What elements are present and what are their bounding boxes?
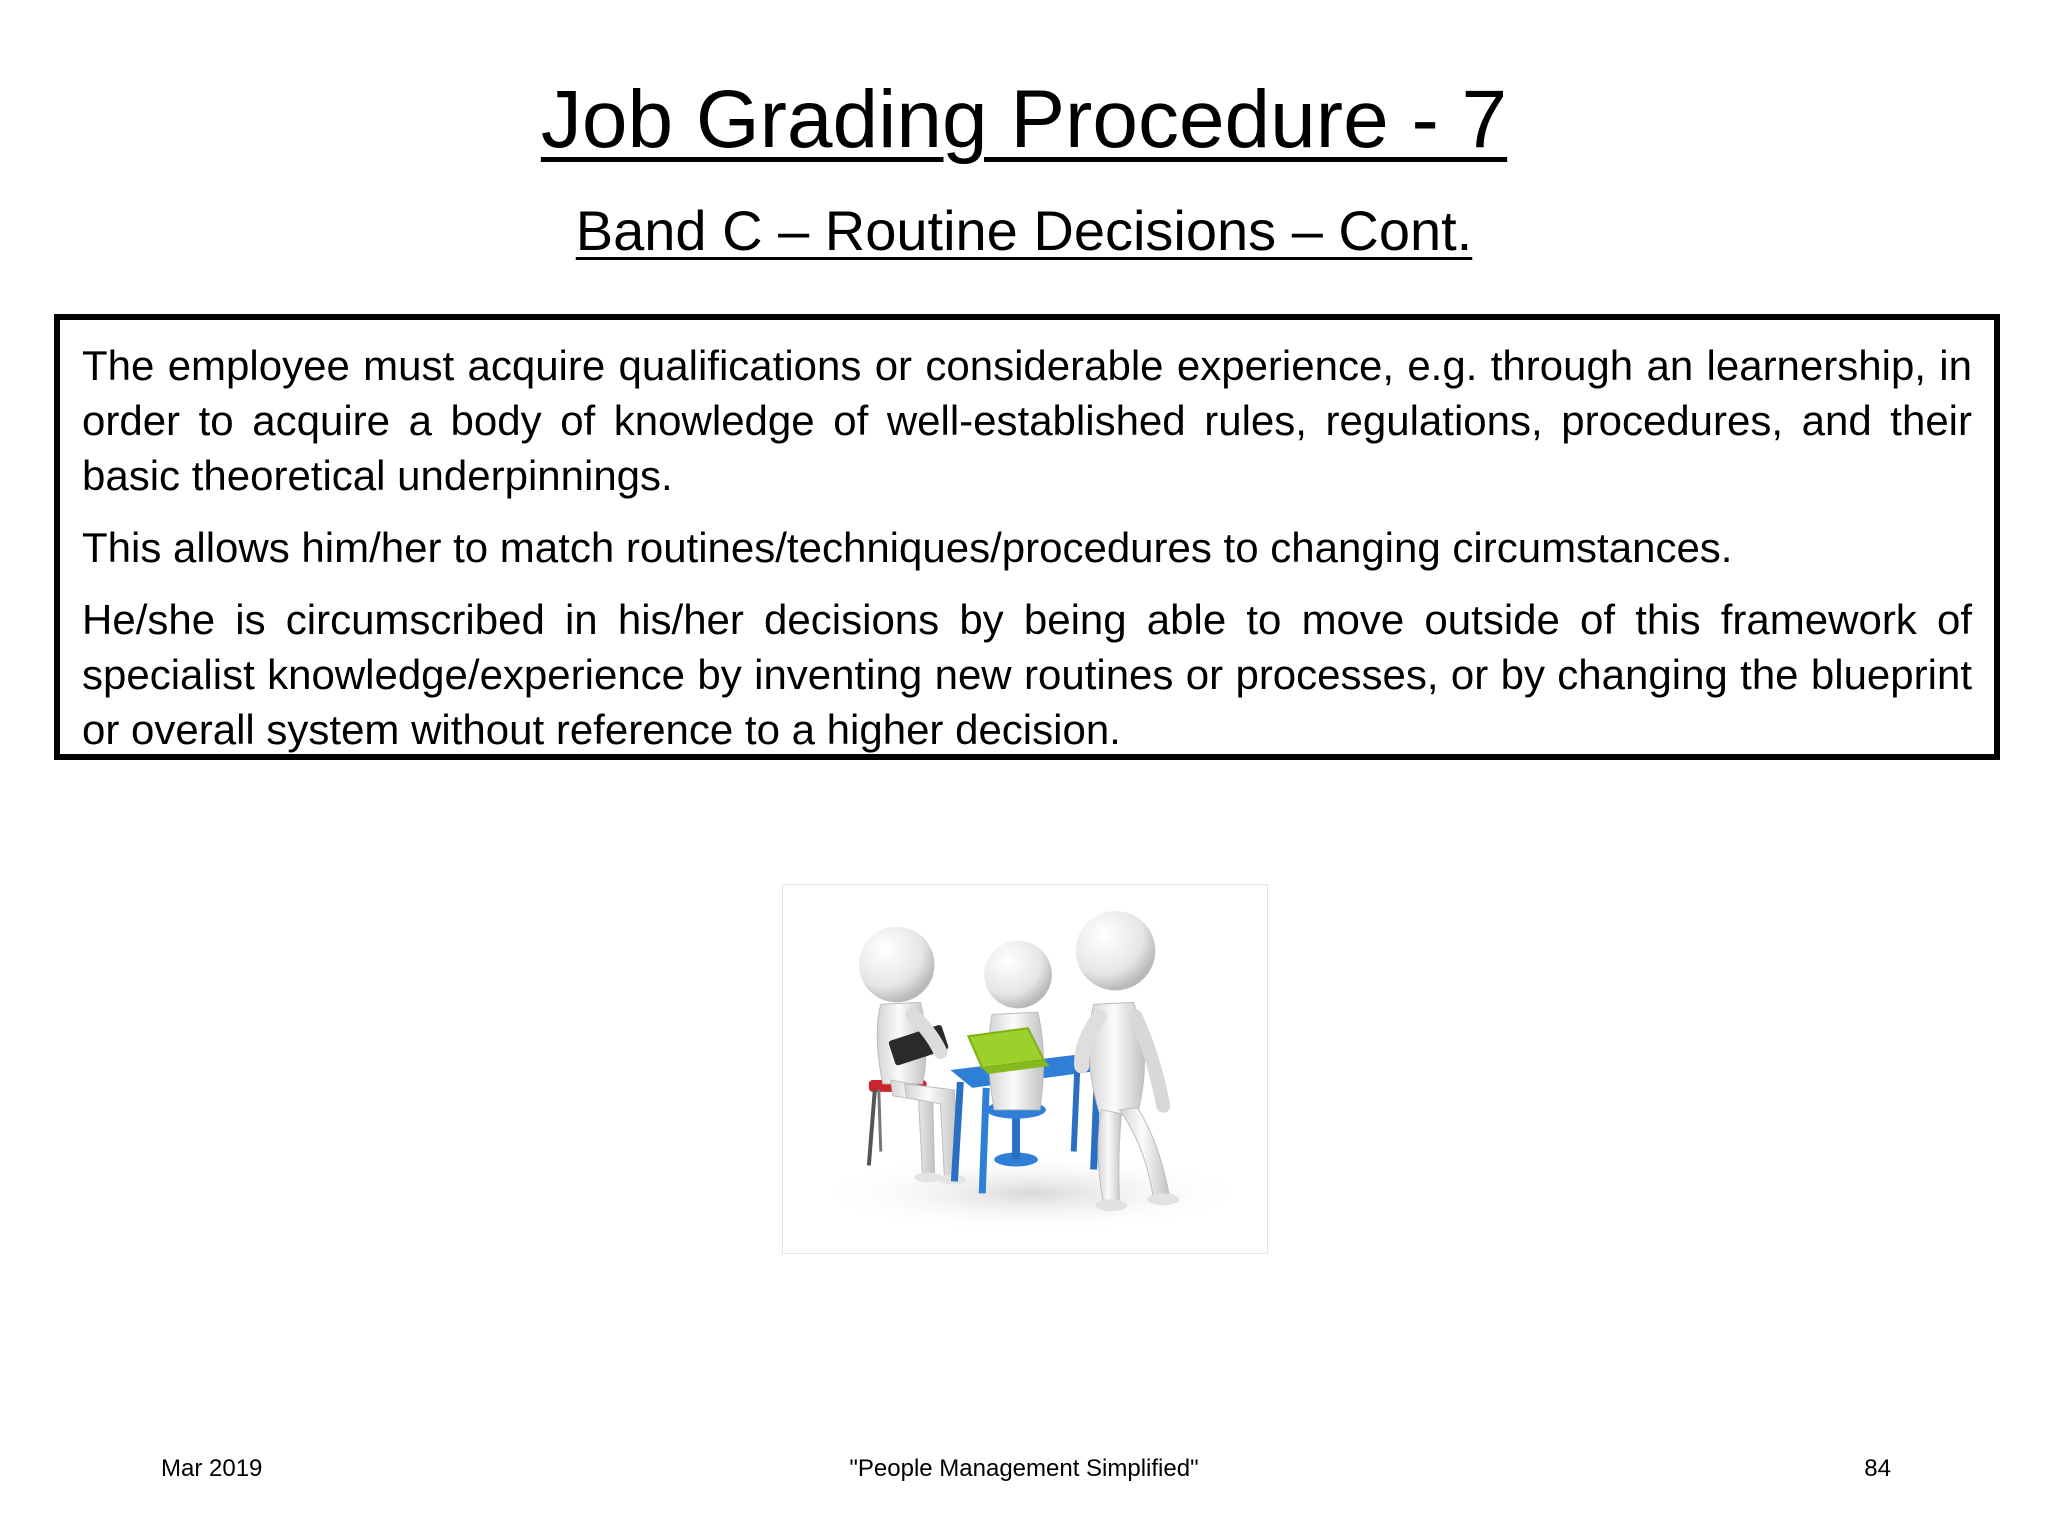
content-box — [54, 314, 2000, 760]
slide-subtitle-text: Band C – Routine Decisions – Cont. — [575, 199, 1473, 262]
middle-figure-head — [984, 941, 1052, 1009]
left-figure — [859, 927, 966, 1185]
page-number: 84 — [1864, 1455, 1891, 1482]
footer-title: "People Management Simplified" — [849, 1455, 1199, 1482]
footer-date: Mar 2019 — [161, 1455, 263, 1482]
middle-figure — [968, 941, 1052, 1167]
right-figure-head — [1076, 911, 1156, 991]
slide-title-text: Job Grading Procedure - 7 — [540, 74, 1508, 165]
meeting-figures-illustration — [782, 884, 1268, 1254]
slide-subtitle — [0, 196, 2048, 266]
paragraph-decisions: He/she is circumscribed in his/her decisions by being able to move outside of this framework of specialist knowledge/experience by inventing new routines or processes, or by changing the blueprint or overall system without reference to a higher decision. — [82, 596, 1972, 753]
floor-shadow — [813, 1154, 1251, 1234]
paragraph-routines: This allows him/her to match routines/techniques/procedures to changing circumstances. — [82, 524, 1733, 571]
slide-title — [0, 70, 2048, 170]
paragraph-qualifications: The employee must acquire qualifications or considerable experience, e.g. through an learnership, in order to acquire a body of knowledge of well-established rules, regulations, procedures, and their basic theoretical underpinnings. — [82, 342, 1972, 499]
meeting-figures-svg — [783, 885, 1267, 1253]
left-figure-head — [859, 927, 935, 1003]
